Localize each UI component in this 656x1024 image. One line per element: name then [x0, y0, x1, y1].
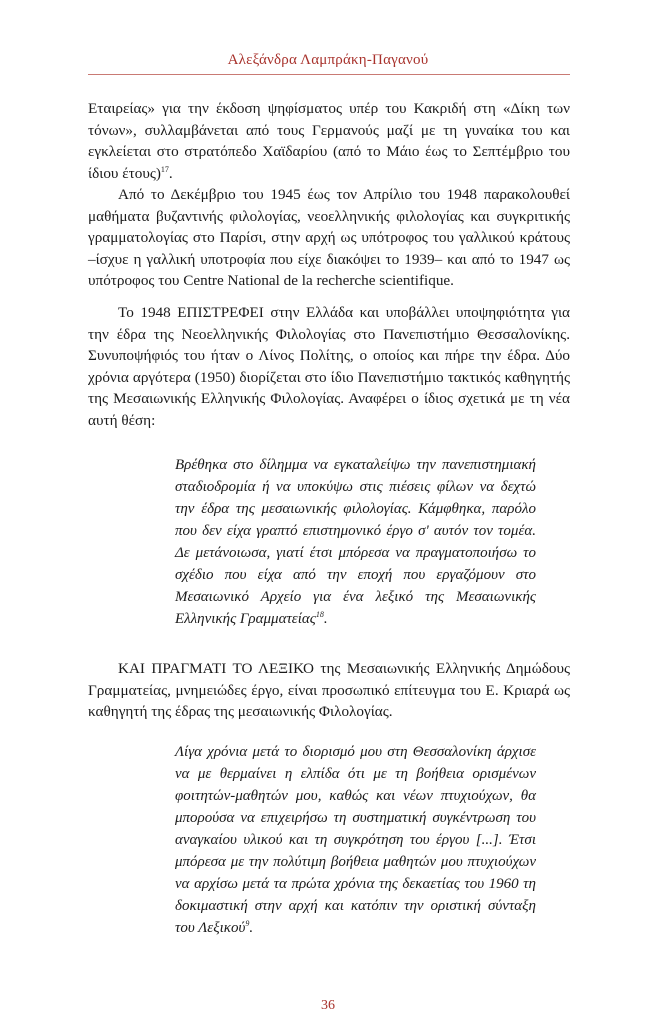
footnote-ref-18: 18 — [315, 610, 324, 619]
paragraph-1-text: Εταιρείας» για την έκδοση ψηφίσματος υπέρ του Κακριδή στη «Δίκη των τόνων», συλλαμβάνεται από τους Γερμανούς μαζί με τη γυναίκα του και εγκλείεται στο στρατόπεδο Χαϊδαρίου (από το Μάιο έως το Σεπτέμβριο του ίδιου έτους) — [88, 100, 570, 182]
block-quote-1 — [175, 454, 536, 630]
paragraph-1 — [88, 98, 570, 184]
block-quote-2 — [175, 741, 536, 939]
paragraph-4: ΚΑΙ ΠΡΑΓΜΑΤΙ ΤΟ ΛΕΞΙΚΟ της Μεσαιωνικής Ελληνικής Δημώδους Γραμματείας, μνημειώδες έργο, είναι προσωπικό επίτευγμα του Ε. Κριαρά ως καθηγητή της έδρας της μεσαιωνικής Φιλολογίας. — [88, 660, 570, 721]
header-rule — [88, 74, 570, 75]
paragraph-2: Από το Δεκέμβριο του 1945 έως τον Απρίλιο του 1948 παρακολουθεί μαθήματα βυζαντινής φιλολογίας, νεοελληνικής φιλολογίας και συγκριτικής γραμματολογίας στο Παρίσι, στην αρχή ως υπότροφος του γαλλικού κράτους –ίσχυε η γαλλική υποτροφία που είχε διακόψει το 1939– και από το 1947 ως υπότροφος του Centre National de la recherche scientifique. — [88, 186, 570, 290]
paragraph-3: Το 1948 ΕΠΙΣΤΡΕΦΕΙ στην Ελλάδα και υποβάλλει υποψηφιότητα για την έδρα της Νεοελληνικής Φιλολογίας στο Πανεπιστήμιο Θεσσαλονίκης. Συνυποψήφιός του ήταν ο Λίνος Πολίτης, ο οποίος και πήρε την έδρα. Δύο χρόνια αργότερα (1950) διορίζεται στο ίδιο Πανεπιστήμιο τακτικός καθηγητής της Μεσαιωνικής Ελληνικής Φιλολογίας. Αναφέρει ο ίδιος σχετικά με τη νέα αυτή θέση: — [88, 304, 570, 429]
running-head-author: Αλεξάνδρα Λαμπράκη-Παγανού — [227, 52, 429, 68]
footnote-ref-9: 9 — [245, 919, 250, 928]
block-quote-2-end: . — [249, 920, 254, 936]
block-quote-1-end: . — [323, 611, 328, 627]
block-quote-2-text: Λίγα χρόνια μετά το διορισμό μου στη Θεσσαλονίκη άρχισε να με θερμαίνει η ελπίδα ότι με τη βοήθεια ορισμένων φοιτητών-μαθητών μου, καθώς και νέων πτυχιούχων, θα μπορούσα να επιχειρήσω τη συστηματική συγκέντρωση του αναγκαίου υλικού και τη συγκρότηση του έργου [...]. Έτσι μπόρεσα με την πολύτιμη βοήθεια μαθητών μου πτυχιούχων να αρχίσω μετά τα πρώτα χρόνια της δεκαετίας του 1960 τη δοκιμαστική στην αρχή και κατόπιν την οριστική σύνταξη του Λεξικού — [175, 744, 536, 936]
paragraph-1-end: . — [168, 164, 173, 182]
footnote-ref-17: 17 — [160, 164, 169, 174]
page-number: 36 — [321, 998, 335, 1013]
block-quote-1-text: Βρέθηκα στο δίλημμα να εγκαταλείψω την πανεπιστημιακή σταδιοδρομία ή να υποκύψω στις πιέσεις φίλων να δεχτώ την έδρα της μεσαιωνικής φιλολογίας. Κάμφθηκα, παρόλο που δεν είχα γραπτό επιστημονικό έργο σ' αυτόν τον τομέα. Δε μετάνοιωσα, γιατί έτσι μπόρεσα να πραγματοποιήσω το σχέδιο που είχα από την εποχή που εργαζόμουν στο Μεσαιωνικό Αρχείο για ένα λεξικό της Μεσαιωνικής Ελληνικής Γραμματείας — [175, 457, 536, 627]
